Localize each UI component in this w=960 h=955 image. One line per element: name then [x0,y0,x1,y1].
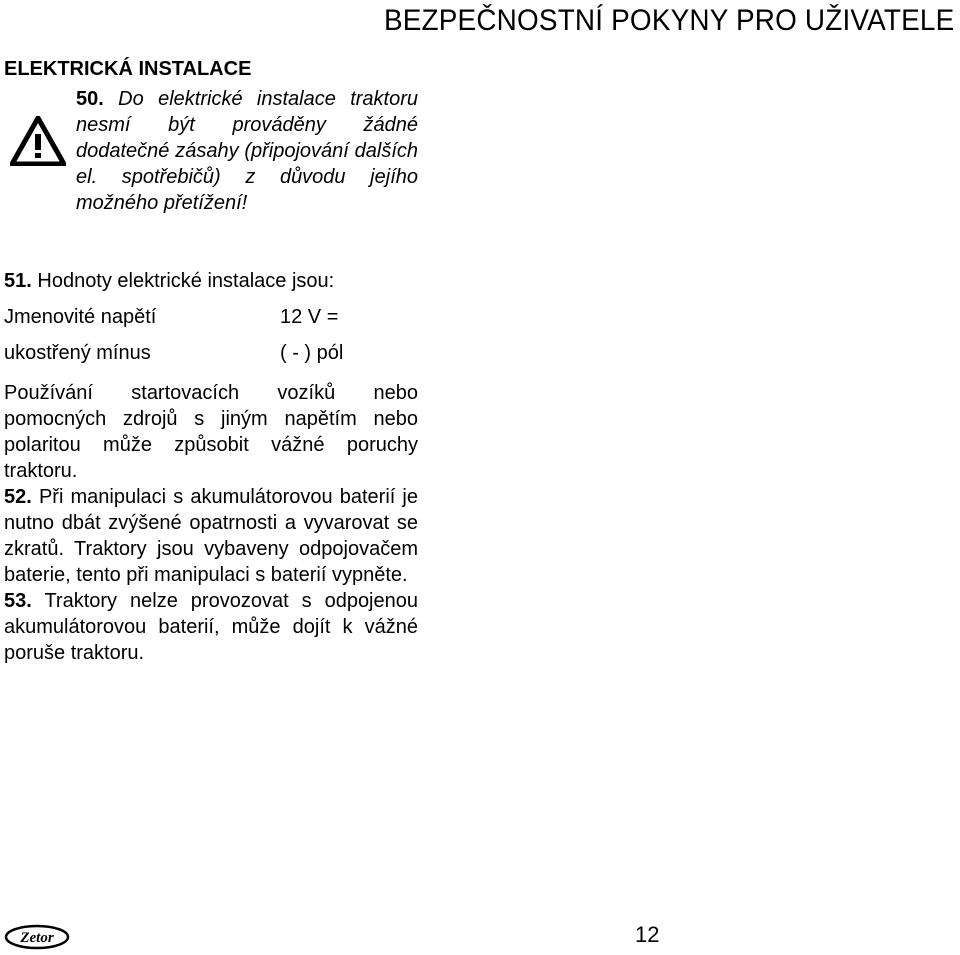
warning-paragraph: Používání startovacích vozíků nebo pomocných zdrojů s jiným napětím nebo polaritou může způsobit vážné poruchy traktoru. [4,382,418,482]
spec-label-voltage: Jmenovité napětí [4,306,157,328]
main-column [4,56,418,666]
spec-value-voltage: 12 V = [280,306,339,328]
spec-row-ground [4,340,418,366]
warning-block [4,86,418,268]
item-50-number: 50. [76,88,104,110]
spec-label-ground: ukostřený mínus [4,342,151,364]
section-title: ELEKTRICKÁ INSTALACE [4,58,252,80]
item-53-number: 53. [4,590,32,612]
spec-value-ground: ( - ) pól [280,342,344,364]
warning-triangle-icon [10,116,66,166]
item-50 [76,86,418,216]
item-53-text: Traktory nelze provozovat s odpojenou akumulátorovou baterií, může dojít k vážné poruše traktoru. [4,590,418,664]
item-52-number: 52. [4,486,32,508]
item-52 [4,484,418,588]
page-header-title: BEZPEČNOSTNÍ POKYNY PRO UŽIVATELE [383,4,954,37]
item-53 [4,588,418,666]
item-51-number: 51. [4,270,32,292]
zetor-logo [4,922,70,952]
spec-row-voltage [4,304,418,330]
item-51-text: Hodnoty elektrické instalace jsou: [37,270,335,292]
item-52-text: Při manipulaci s akumulátorovou baterií je nutno dbát zvýšené opatrnosti a vyvarovat se zkratů. Traktory jsou vybaveny odpojovačem baterie, tento při manipulaci s baterií vypněte. [4,486,418,586]
zetor-logo-text: Zetor [20,930,54,946]
page-number: 12 [635,922,660,947]
item-51 [4,268,418,294]
item-50-text: Do elektrické instalace traktoru nesmí být prováděny žádné dodatečné zásahy (připojování dalších el. spotřebičů) z důvodu jejího možného přetížení! [76,88,418,214]
